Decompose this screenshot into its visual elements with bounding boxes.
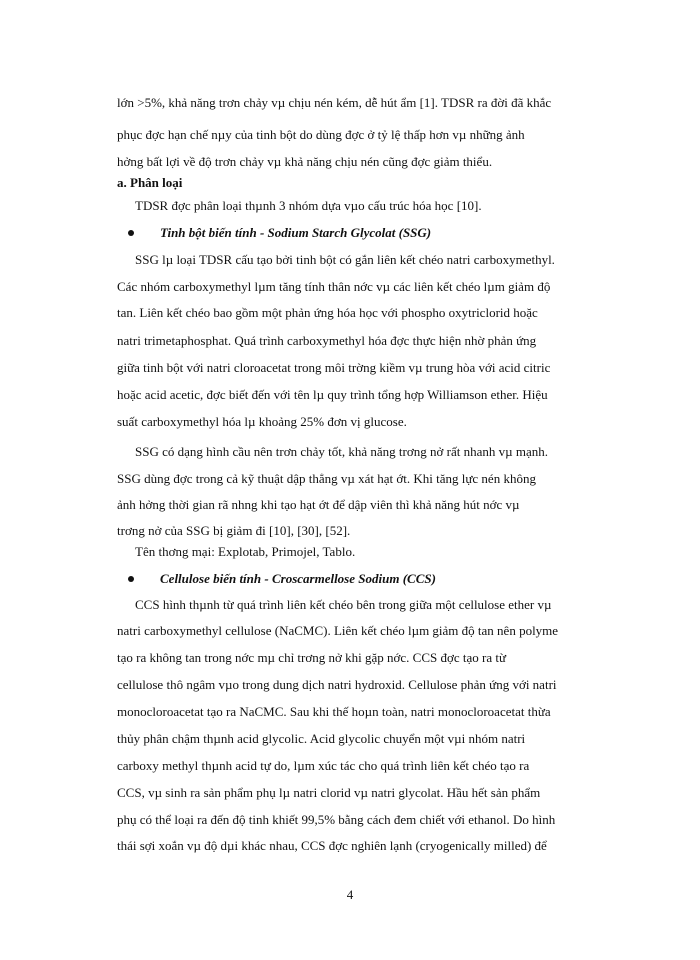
bullet-icon bbox=[128, 230, 134, 236]
text-line: phụ có thể loại ra đến độ tinh khiết 99,5% bằng cách đem chiết với ethanol. Do hình bbox=[117, 812, 556, 827]
bullet-icon bbox=[128, 576, 134, 582]
text-line: thái sợi xoắn vµ độ dµi khác nhau, CCS đợc nghiên lạnh (cryogenically milled) để bbox=[117, 838, 547, 853]
text-line: natri carboxymethyl cellulose (NaCMC). Liên kết chéo lµm giảm độ tan nên polyme bbox=[117, 623, 559, 638]
text-line: TDSR đợc phân loại thµnh 3 nhóm dựa vµo cấu trúc hóa học [10]. bbox=[135, 198, 482, 213]
text-line: SSG lµ loại TDSR cấu tạo bởi tinh bột có gắn liên kết chéo natri carboxymethyl. bbox=[135, 252, 555, 267]
text-line: SSG có dạng hình cầu nên trơn chảy tốt, khả năng trơng nở rất nhanh vµ mạnh. bbox=[135, 444, 548, 459]
text-line: lớn >5%, khả năng trơn chảy vµ chịu nén kém, dễ hút ẩm [1]. TDSR ra đời đã khắc bbox=[117, 95, 552, 110]
text-line: phục đợc hạn chế nµy của tinh bột do dùng đợc ở tỷ lệ thấp hơn vµ những ảnh bbox=[117, 127, 525, 142]
text-line: suất carboxymethyl hóa lµ khoảng 25% đơn vị glucose. bbox=[117, 414, 407, 429]
text-line: natri trimetaphosphat. Quá trình carboxymethyl hóa đợc thực hiện nhờ phản ứng bbox=[117, 333, 537, 348]
text-line: CCS hình thµnh từ quá trình liên kết chéo bên trong giữa một cellulose ether vµ bbox=[135, 597, 552, 612]
section-heading: a. Phân loại bbox=[117, 175, 183, 190]
text-line: carboxy methyl thµnh acid tự do, lµm xúc tác cho quá trình liên kết chéo tạo ra bbox=[117, 758, 530, 773]
text-line: thủy phân chậm thµnh acid glycolic. Acid glycolic chuyển một vµi nhóm natri bbox=[117, 731, 526, 746]
text-line: monocloroacetat tạo ra NaCMC. Sau khi thế hoµn toàn, natri monocloroacetat thừa bbox=[117, 704, 551, 719]
text-line: CCS, vµ sinh ra sản phẩm phụ lµ natri clorid vµ natri glycolat. Hầu hết sản phẩm bbox=[117, 785, 541, 800]
text-line: cellulose thô ngâm vµo trong dung dịch natri hydroxid. Cellulose phản ứng với natri bbox=[117, 677, 557, 692]
text-line: Tên thơng mại: Explotab, Primojel, Tablo. bbox=[135, 544, 356, 559]
text-line: ảnh hởng thời gian rã nhng khi tạo hạt ớt để dập viên thì khả năng hút nớc vµ bbox=[117, 497, 520, 512]
bullet-heading: Cellulose biến tính - Croscarmellose Sodium (CCS) bbox=[160, 571, 436, 586]
text-line: Các nhóm carboxymethyl lµm tăng tính thân nớc vµ các liên kết chéo lµm giảm độ bbox=[117, 279, 551, 294]
bullet-heading: Tinh bột biến tính - Sodium Starch Glycolat (SSG) bbox=[160, 225, 432, 240]
text-line: giữa tinh bột với natri cloroacetat trong môi trờng kiềm vµ trung hòa với acid citric bbox=[117, 360, 551, 375]
text-line: trơng nở của SSG bị giảm đi [10], [30], [52]. bbox=[117, 523, 351, 538]
text-line: tạo ra không tan trong nớc mµ chỉ trơng nở khi gặp nớc. CCS đợc tạo ra từ bbox=[117, 650, 507, 665]
text-line: hởng bất lợi về độ trơn chảy vµ khả năng chịu nén cũng đợc giảm thiểu. bbox=[117, 154, 493, 169]
text-line: SSG dùng đợc trong cả kỹ thuật dập thẳng vµ xát hạt ớt. Khi tăng lực nén không bbox=[117, 471, 536, 486]
text-line: hoặc acid acetic, đợc biết đến với tên lµ quy trình tổng hợp Williamson ether. Hiệu bbox=[117, 387, 548, 402]
text-line: tan. Liên kết chéo bao gồm một phản ứng hóa học với phospho oxytriclorid hoặc bbox=[117, 305, 538, 320]
page-number: 4 bbox=[346, 887, 354, 902]
